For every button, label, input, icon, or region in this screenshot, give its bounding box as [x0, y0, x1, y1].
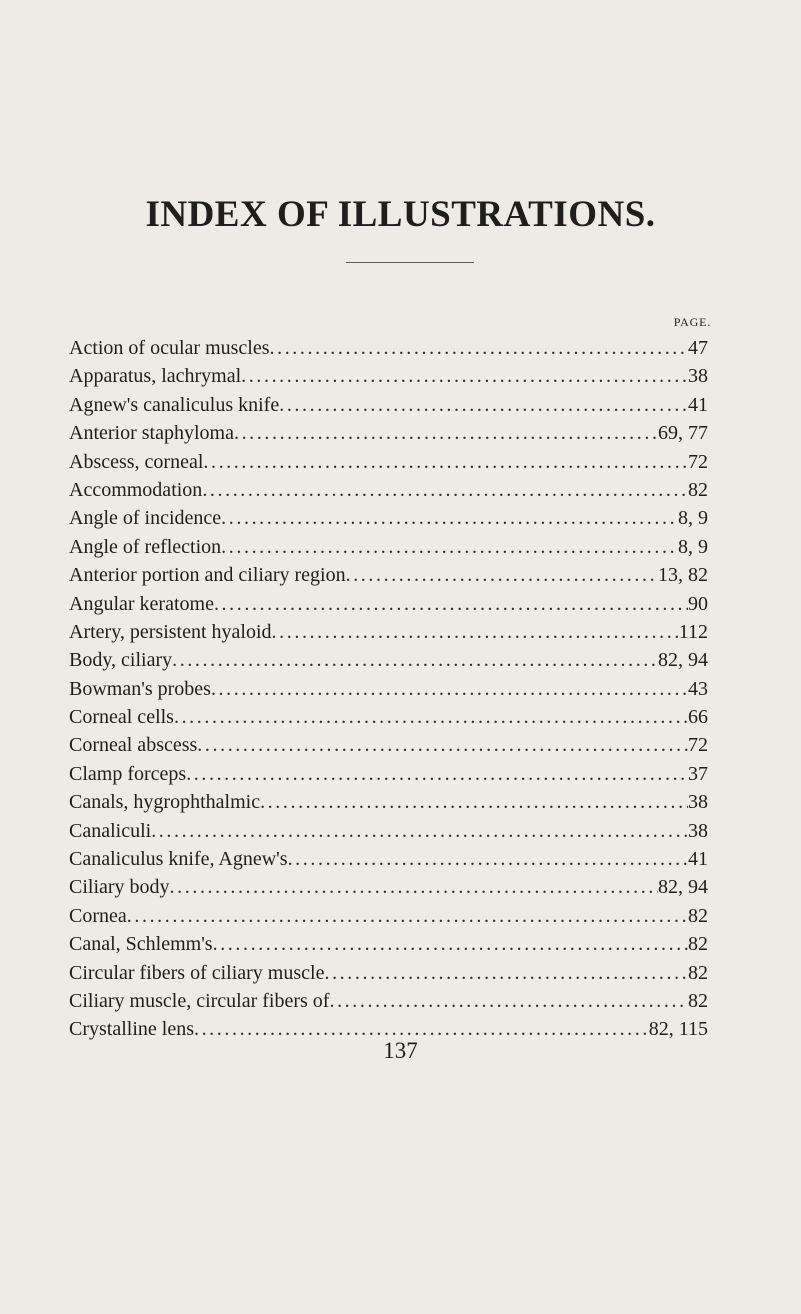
index-entry [69, 760, 708, 788]
entry-term: Clamp forceps [69, 762, 187, 785]
entry-pages: 82, 94 [658, 649, 708, 672]
entry-pages: 38 [688, 819, 708, 842]
entry-term: Canals, hygrophthalmic [69, 791, 261, 814]
index-entry [69, 618, 708, 646]
entry-pages: 43 [688, 677, 708, 700]
dot-leader [260, 788, 688, 816]
entry-pages: 72 [688, 734, 708, 757]
dot-leader [202, 476, 688, 504]
index-entry [69, 448, 708, 476]
entry-term: Corneal cells [69, 706, 174, 729]
entry-pages: 112 [678, 620, 708, 643]
entry-term: Body, ciliary [69, 649, 173, 672]
title-divider [346, 262, 474, 263]
entry-term: Action of ocular muscles [69, 337, 270, 359]
dot-leader [221, 533, 678, 561]
dot-leader [151, 817, 688, 845]
index-entry [69, 419, 708, 447]
entry-term: Angular keratome [69, 592, 214, 615]
page-column-heading: PAGE. [673, 315, 711, 329]
entry-term: Ciliary body [69, 876, 170, 899]
entry-pages: 72 [688, 450, 708, 473]
index-entry [69, 476, 708, 504]
index-entry [69, 987, 708, 1015]
entry-term: Artery, persistent hyaloid [69, 620, 272, 643]
dot-leader [221, 504, 678, 532]
dot-leader [346, 561, 658, 589]
entry-pages: 47 [688, 337, 708, 359]
dot-leader [197, 731, 688, 759]
index-entry [69, 646, 708, 674]
index-entry [69, 362, 708, 390]
dot-leader [324, 959, 688, 987]
index-entry [69, 902, 708, 930]
entry-pages: 82 [688, 933, 708, 956]
entry-term: Anterior portion and ciliary region [69, 564, 346, 587]
dot-leader [211, 675, 688, 703]
entry-term: Apparatus, lachrymal [69, 365, 242, 388]
dot-leader [288, 845, 688, 873]
entry-term: Anterior staphyloma [69, 422, 234, 445]
dot-leader [186, 760, 688, 788]
entry-term: Ciliary muscle, circular fibers of [69, 989, 330, 1012]
dot-leader [203, 448, 688, 476]
entry-pages: 82 [688, 904, 708, 927]
entry-pages: 82 [688, 478, 708, 501]
entry-pages: 38 [688, 791, 708, 814]
dot-leader [241, 362, 688, 390]
dot-leader [214, 590, 688, 618]
entry-term: Cornea [69, 904, 127, 927]
entry-term: Circular fibers of ciliary muscle [69, 961, 325, 984]
dot-leader [329, 987, 688, 1015]
entry-pages: 8, 9 [678, 507, 708, 530]
entry-pages: 82, 115 [648, 1018, 708, 1041]
entry-pages: 82 [688, 961, 708, 984]
dot-leader [270, 334, 689, 362]
index-entry [69, 873, 708, 901]
entry-pages: 38 [688, 365, 708, 388]
entry-pages: 41 [688, 848, 708, 871]
index-entry [69, 731, 708, 759]
entry-term: Angle of incidence [69, 507, 222, 530]
index-entry [69, 788, 708, 816]
index-title: INDEX OF ILLUSTRATIONS. [145, 193, 656, 235]
page-number: 137 [383, 1038, 418, 1063]
entry-pages: 90 [688, 592, 708, 615]
entry-term: Corneal abscess [69, 734, 198, 757]
dot-leader [272, 618, 679, 646]
entry-pages: 82, 94 [658, 876, 708, 899]
index-entry [69, 703, 708, 731]
dot-leader [172, 646, 658, 674]
entry-term: Bowman's probes [69, 677, 211, 700]
entry-term: Angle of reflection [69, 535, 222, 558]
entry-pages: 69, 77 [658, 422, 708, 445]
index-entry [69, 675, 708, 703]
index-entry [69, 845, 708, 873]
dot-leader [213, 930, 688, 958]
entry-pages: 41 [688, 393, 708, 416]
entry-pages: 8, 9 [678, 535, 708, 558]
dot-leader [234, 419, 658, 447]
entry-term: Agnew's canaliculus knife [69, 393, 280, 416]
index-entries [69, 334, 708, 1044]
entry-term: Canal, Schlemm's [69, 933, 213, 956]
index-entry [69, 930, 708, 958]
dot-leader [174, 703, 688, 731]
entry-pages: 13, 82 [658, 564, 708, 587]
index-entry [69, 334, 708, 362]
entry-pages: 37 [688, 762, 708, 785]
index-entry [69, 590, 708, 618]
index-entry [69, 817, 708, 845]
entry-pages: 82 [688, 989, 708, 1012]
entry-term: Abscess, corneal [69, 450, 204, 473]
entry-pages: 66 [688, 706, 708, 729]
index-entry [69, 504, 708, 532]
entry-term: Crystalline lens [69, 1018, 194, 1041]
index-entry [69, 959, 708, 987]
dot-leader [279, 391, 688, 419]
index-entry [69, 391, 708, 419]
entry-term: Canaliculi [69, 819, 152, 842]
dot-leader [127, 902, 688, 930]
index-entry [69, 561, 708, 589]
index-entry [69, 533, 708, 561]
dot-leader [170, 873, 658, 901]
entry-term: Accommodation [69, 478, 203, 501]
entry-term: Canaliculus knife, Agnew's [69, 848, 288, 871]
